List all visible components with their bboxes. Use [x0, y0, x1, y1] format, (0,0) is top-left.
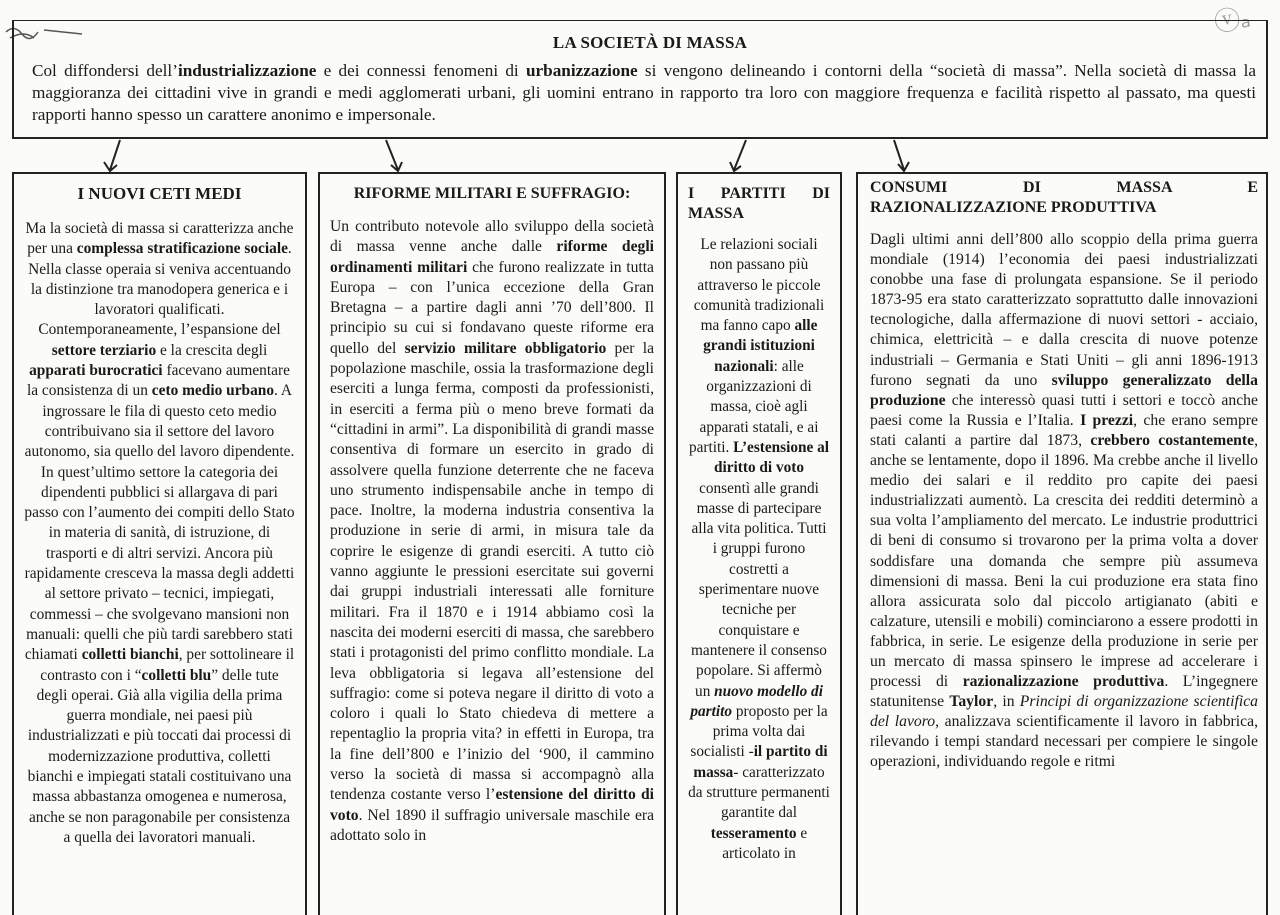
text-run: Le relazioni sociali non passano più attraverso le piccole comunità tradizionali ma fanno capo: [693, 236, 825, 335]
text-run: , per sottolineare il contrasto con i “: [40, 646, 295, 684]
text-run: il partito di massa: [693, 743, 828, 781]
header-text-part: Col diffondersi dell’: [32, 61, 178, 80]
column-title-line: CONSUMI DI MASSA E: [870, 179, 1258, 196]
header-text-part: industrializzazione: [177, 61, 317, 80]
text-run: servizio militare obbligatorio: [404, 339, 607, 357]
text-run: per la popolazione maschile, ossia la trasformazione degli eserciti a lunga ferma, composti da professionisti, in eserciti a ferma più o meno breve formati da “cittadini in armi”. La disponibilità di grandi masse consentiva di formare un esercito in grado di assolvere quella funzione deterrente che ne faceva uno strumento indispensabile anche in tempo di pace. Inoltre, la moderna industria consentiva la produzione in serie di armi, in misura tale da coprire le esigenze di grandi eserciti. A tutto ciò vanno aggiunte le pressioni esercitate sui governi dai gruppi industriali interessati alle forniture militari. Fra il 1870 e i 1914 abbiamo così la nascita dei moderni eserciti di massa, che sarebbero stati i protagonisti del primo conflitto mondiale. La leva obbligatoria si legava all’estensione del suffragio: come si poteva negare il diritto di voto a coloro i quali lo Stato chiedeva di mettere a repentaglio la propria vita? in effetti in Europa, tra la fine dell’800 e l’inizio del ‘900, il cammino verso la società di massa si accompagnò alla tendenza costante verso l’: [330, 339, 655, 804]
text-run: settore terziario: [51, 341, 157, 359]
header-text-part: e dei connessi fenomeni di: [316, 61, 526, 80]
text-run: alle grandi istituzioni nazionali: [703, 317, 818, 375]
text-run: complessa stratificazione sociale: [76, 240, 288, 258]
text-run: - caratterizzato da strutture permanenti garantite dal: [688, 763, 830, 822]
arrow-to-col2: [380, 138, 410, 174]
text-run: colletti blu: [141, 666, 212, 684]
text-run: nuovo modello di partito: [690, 682, 823, 720]
arrow-to-col3: [724, 138, 754, 174]
text-run: , in: [993, 693, 1020, 711]
text-run: tesseramento: [710, 824, 797, 842]
header-intro-text: [24, 60, 1256, 126]
text-run: , che erano sempre stati calanti a partire dal 1873,: [870, 411, 1258, 449]
text-run: crebbero costantemente: [1090, 431, 1255, 449]
text-run: e articolato in: [722, 824, 808, 862]
arrow-to-col4: [888, 138, 918, 174]
column-riforme-militari: [318, 172, 666, 915]
text-run: ceto medio urbano: [151, 382, 275, 400]
text-run: che interessò quasi tutti i settori e toccò anche paesi come la Russia e l’Italia.: [870, 391, 1258, 429]
column-nuovi-ceti-medi: [12, 172, 307, 915]
column-title: RIFORME MILITARI E SUFFRAGIO:: [353, 185, 631, 202]
text-run: L’estensione al diritto di voto: [713, 438, 830, 477]
text-run: : alle organizzazioni di massa, cioè agli apparati statali, e ai partiti.: [688, 357, 819, 456]
text-run: facevano aumentare la consistenza di un: [26, 362, 290, 400]
handwritten-note: ⓥₐ: [1212, 3, 1253, 39]
text-run: . Nel 1890 il suffragio universale maschile era adottato solo in: [330, 806, 654, 844]
text-run: apparati burocratici: [29, 362, 163, 380]
text-run: e la crescita degli: [156, 341, 268, 359]
header-box: [12, 20, 1268, 139]
page-title: LA SOCIETÀ DI MASSA: [552, 33, 748, 52]
header-text-part: urbanizzazione: [525, 61, 638, 80]
column-consumi-di-massa: [856, 172, 1268, 915]
text-run: Ma la società di massa si caratterizza anche per una: [25, 220, 294, 258]
text-run: proposto per la prima volta dai socialisti -: [690, 702, 828, 761]
text-run: riforme degli ordinamenti militari: [330, 238, 654, 276]
text-run: Un contributo notevole allo sviluppo della società di massa venne anche dalle: [330, 218, 654, 256]
column-title: I PARTITI DI MASSA: [688, 185, 830, 222]
text-run: Dagli ultimi anni dell’800 allo scoppio della prima guerra mondiale (1914) l’economia dei paesi industrializzati conobbe una fase di prolungata espansione. Se il periodo 1873-95 era stato caratterizzato soprattutto dalle innovazioni tecnologiche, dalla affermazione di nuovi settori - acciaio, chimica, elettricità – e dalla crescita di nuove potenze industriali – Germania e Stati Uniti – gli anni 1896-1913 furono segnati da uno: [870, 231, 1258, 389]
text-run: consentì alle grandi masse di partecipare alla vita politica. Tutti i gruppi furono costretti a sperimentare nuove tecniche per conquistare e mantenere il consenso popolare. Si affermò un: [691, 479, 827, 700]
column-title-line: RAZIONALIZZAZIONE PRODUTTIVA: [870, 199, 1157, 216]
column-text: [24, 219, 295, 848]
column-text: [330, 217, 654, 846]
text-run: che furono realizzate in tutta Europa – con l’unica eccezione della Gran Bretagna – a partire dagli anni ’70 dell’800. Il principio su cui si fondavano queste riforme era quello del: [330, 258, 654, 357]
column-partiti-di-massa: [676, 172, 842, 915]
text-run: colletti bianchi: [81, 646, 179, 664]
header-text-part: si vengono delineando i contorni della “società di massa”. Nella società di massa la maggioranza dei cittadini vive in grandi e medi agglomerati urbani, gli uomini entrano in rapporto tra loro con maggiore frequenza e facilità rispetto al passato, ma questi rapporti hanno spesso un carattere anonimo e impersonale.: [32, 61, 1257, 124]
text-run: razionalizzazione produttiva: [962, 673, 1165, 691]
text-run: sviluppo generalizzato della produzione: [870, 371, 1258, 409]
column-title: I NUOVI CETI MEDI: [77, 184, 242, 203]
column-text: [688, 235, 830, 864]
text-run: . A ingrossare le fila di questo ceto medio contribuivano sia il settore del lavoro autonomo, sia quello del lavoro dipendente. In quest’ultimo settore la categoria dei dipendenti pubblici si allargava di pari passo con l’aumento dei compiti dello Stato in materia di sanità, di istruzione, di trasporti e di altri servizi. Ancora più rapidamente cresceva la massa degli addetti al settore privato – tecnici, impiegati, commessi – che svolgevano mansioni non manuali: quelli che più tardi sarebbero stati chiamati: [24, 382, 295, 664]
text-run: . Nella classe operaia si veniva accentuando la distinzione tra manodopera generica e i lavoratori qualificati. Contemporaneamente, l’espansione del: [28, 240, 292, 339]
text-run: Principi di organizzazione scientifica del lavoro: [870, 693, 1258, 731]
text-run: Taylor: [949, 693, 994, 711]
text-run: , anche se lentamente, dopo il 1896. Ma crebbe anche il livello medio dei salari e il reddito pro capite dei paesi industrializzati aumentò. La crescita dei redditi determinò a sua volta l’ampliamento del mercato. Le industrie produttrici di beni di consumo si trovarono per la prima volta a dover soddisfare una domanda che sempre più assumeva dimensioni di massa. Beni la cui produzione era stata fino allora assicurata solo dal piccolo artigianato (abiti e calzature, utensili e mobili) cominciarono a essere prodotti in fabbrica, in serie. Le esigenze della produzione in serie per un mercato di massa spinsero le imprese ad accelerare i processi di: [870, 431, 1259, 691]
text-run: estensione del diritto di voto: [330, 786, 655, 824]
text-run: ” delle tute degli operai. Già alla vigilia della prima guerra mondiale, nei paesi più industrializzati e più toccati dai processi di modernizzazione produttiva, colletti bianchi e impiegati statali costituivano una massa abbastanza omogenea e numerosa, anche se non paragonabile per consistenza a quella dei lavoratori manuali.: [27, 666, 292, 846]
column-text: [870, 230, 1258, 773]
column-title: [870, 178, 1258, 218]
text-run: , analizzava scientificamente il lavoro in fabbrica, rilevando i tempi standard necessari per compiere le singole operazioni, individuando regole e ritmi: [870, 713, 1258, 771]
arrow-to-col1: [100, 138, 130, 174]
text-run: I prezzi: [1080, 411, 1134, 429]
text-run: . L’ingegnere statunitense: [870, 673, 1259, 711]
